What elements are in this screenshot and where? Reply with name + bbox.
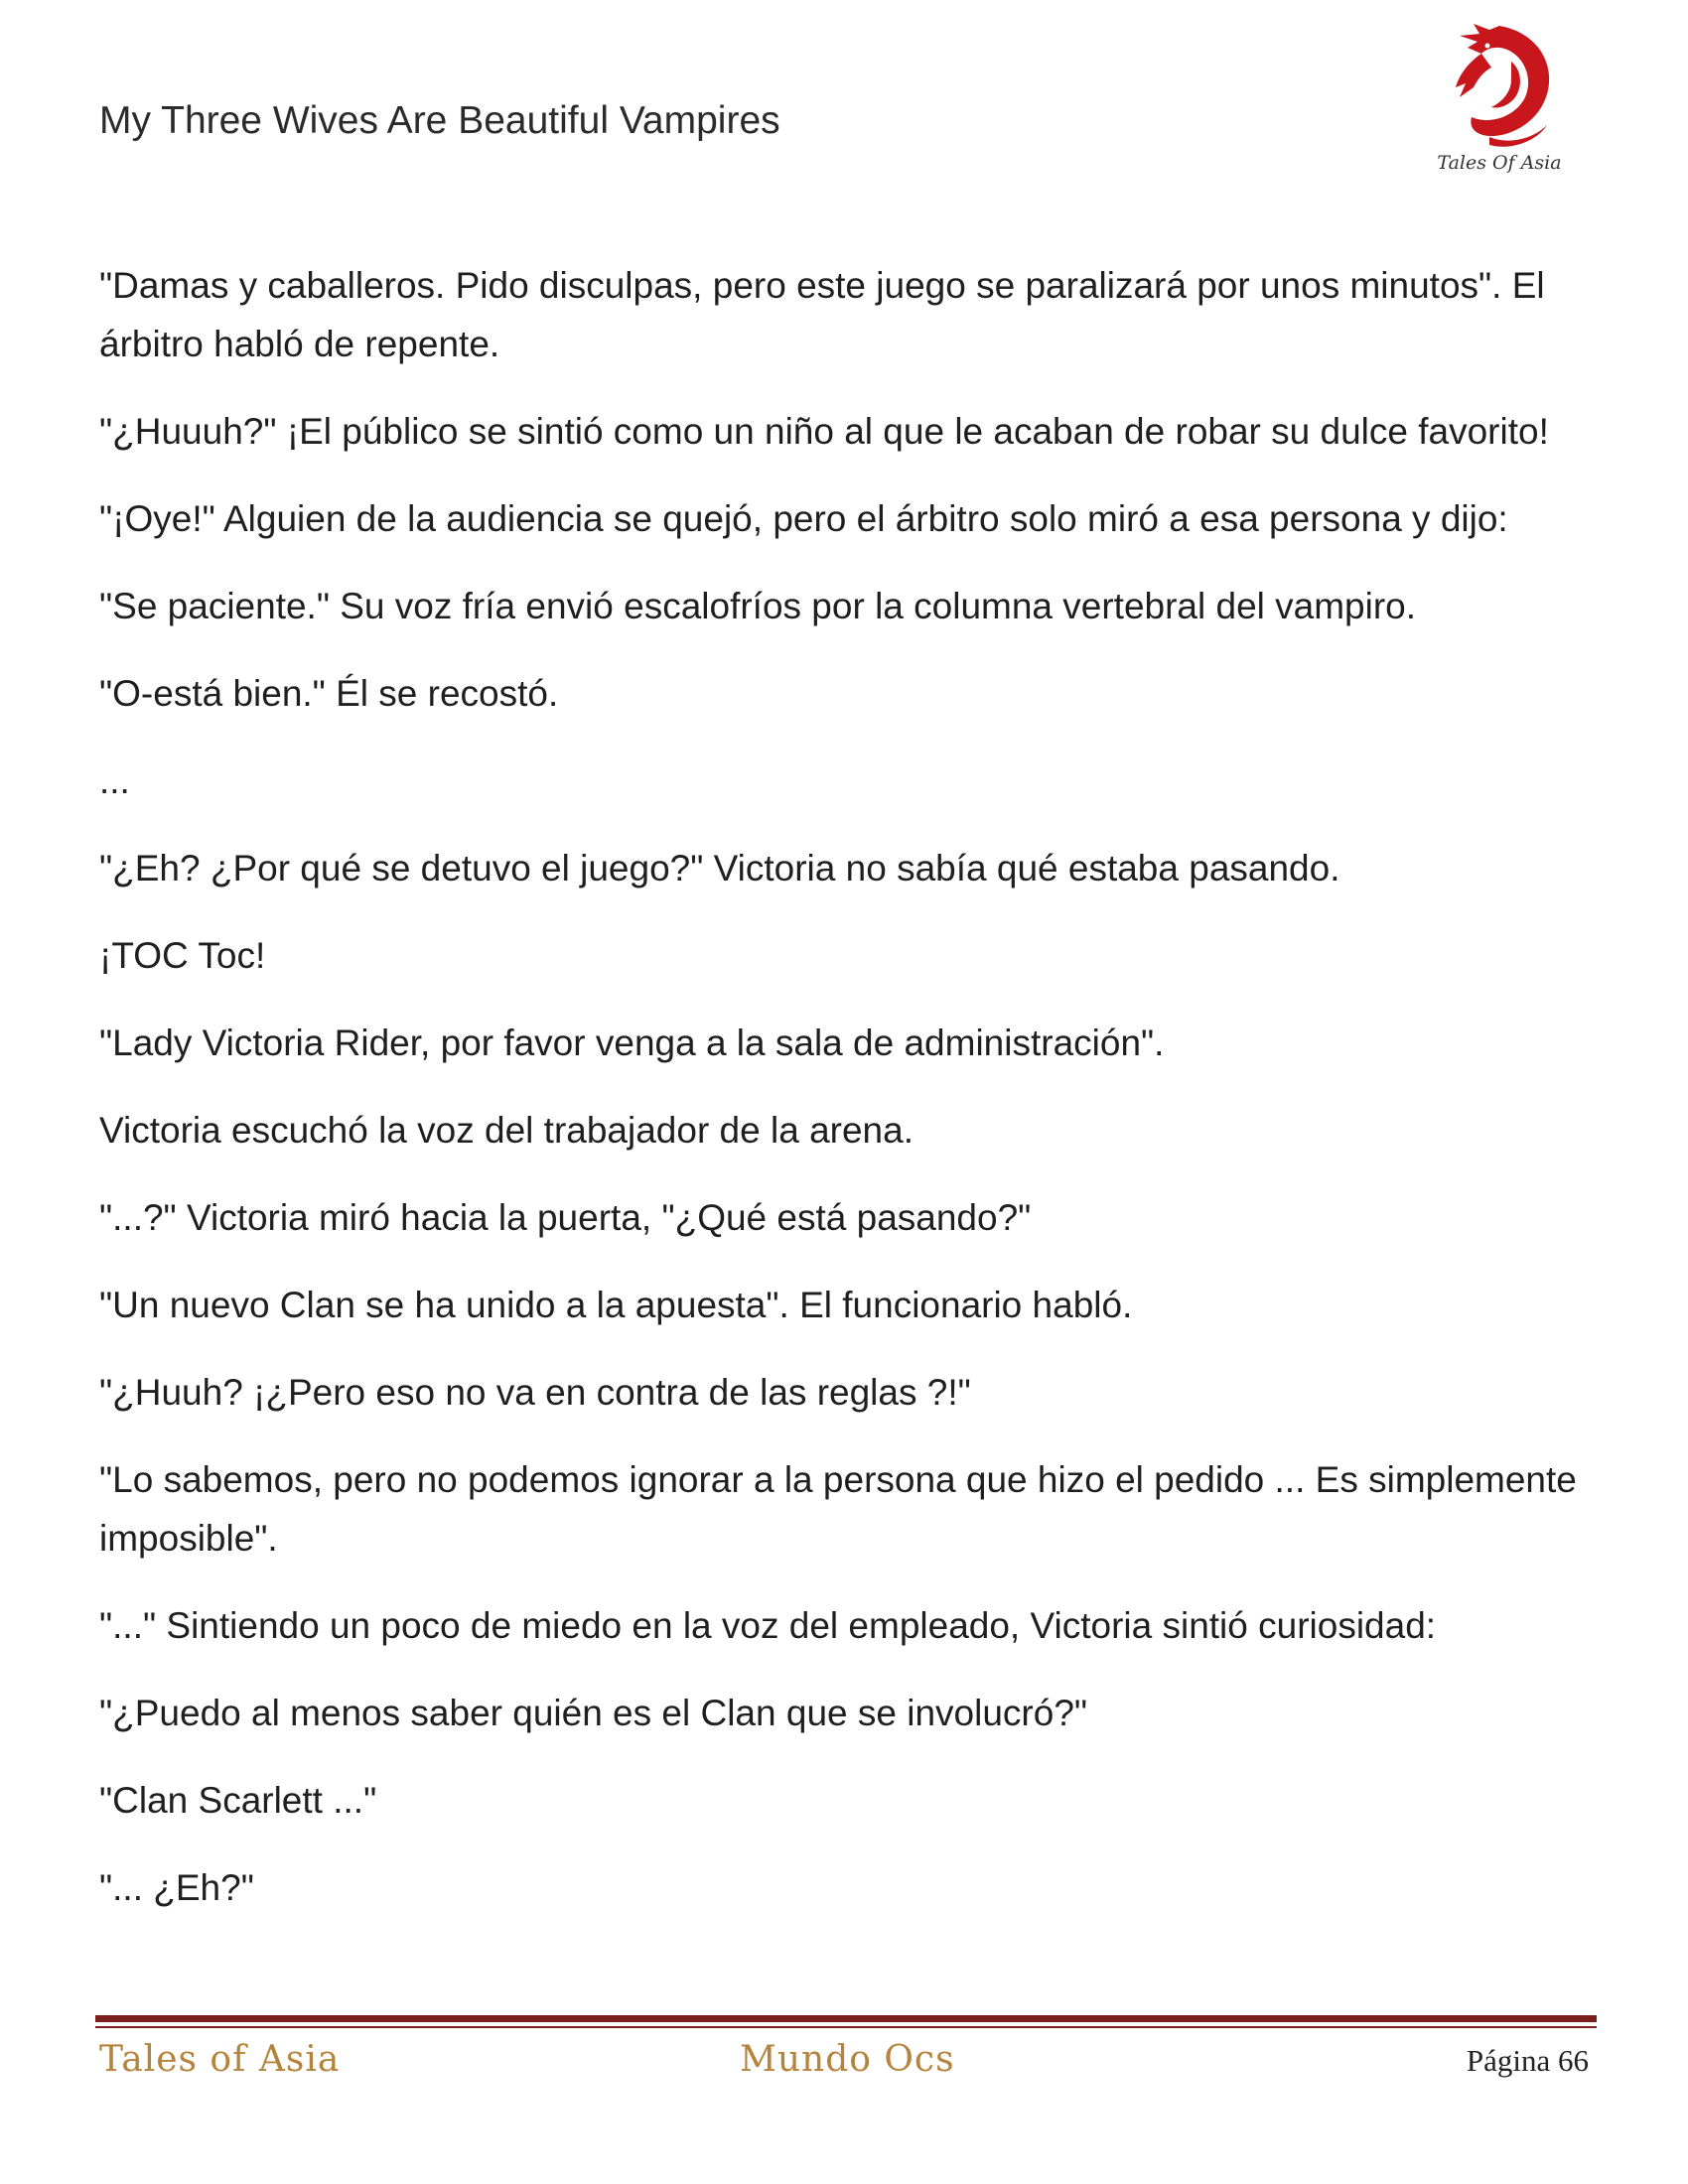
paragraph: "Un nuevo Clan se ha unido a la apuesta". El funcionario habló. (99, 1285, 1133, 1325)
tales-of-asia-logo (1430, 18, 1569, 182)
footer-site: Mundo Ocs (740, 2039, 955, 2080)
document-title: My Three Wives Are Beautiful Vampires (99, 99, 780, 142)
logo-text: Tales Of Asia (1437, 152, 1562, 174)
paragraph: "...?" Victoria miró hacia la puerta, "¿Qué está pasando?" (99, 1197, 1032, 1238)
paragraph: "Se paciente." Su voz fría envió escalofríos por la columna vertebral del vampiro. (99, 586, 1417, 626)
footer-divider-thin (95, 2026, 1597, 2028)
paragraph: "Lo sabemos, pero no podemos ignorar a la persona que hizo el pedido ... Es simplemente imposible". (99, 1459, 1577, 1559)
paragraph: "¿Huuh? ¡¿Pero eso no va en contra de las reglas ?!" (99, 1372, 971, 1413)
paragraph: "... ¿Eh?" (99, 1867, 254, 1908)
document-body (99, 256, 1599, 1946)
paragraph: ... (99, 760, 130, 801)
dragon-icon (1430, 18, 1569, 152)
paragraph: "¿Eh? ¿Por qué se detuvo el juego?" Victoria no sabía qué estaba pasando. (99, 848, 1340, 888)
paragraph: "¡Oye!" Alguien de la audiencia se quejó, pero el árbitro solo miró a esa persona y dijo: (99, 498, 1508, 539)
paragraph: "¿Huuuh?" ¡El público se sintió como un niño al que le acaban de robar su dulce favorito! (99, 411, 1549, 452)
paragraph: "Clan Scarlett ..." (99, 1780, 377, 1821)
paragraph: ¡TOC Toc! (99, 935, 266, 976)
footer-publisher: Tales of Asia (99, 2039, 341, 2080)
footer-divider (95, 2015, 1597, 2022)
paragraph: Victoria escuchó la voz del trabajador de la arena. (99, 1110, 914, 1151)
paragraph: "Lady Victoria Rider, por favor venga a la sala de administración". (99, 1023, 1165, 1063)
paragraph: "..." Sintiendo un poco de miedo en la voz del empleado, Victoria sintió curiosidad: (99, 1605, 1437, 1646)
paragraph: "Damas y caballeros. Pido disculpas, pero este juego se paralizará por unos minutos". El árbitro habló de repente. (99, 265, 1545, 364)
page-number: Página 66 (1466, 2043, 1589, 2078)
paragraph: "¿Puedo al menos saber quién es el Clan que se involucró?" (99, 1693, 1088, 1733)
paragraph: "O-está bien." Él se recostó. (99, 673, 559, 714)
